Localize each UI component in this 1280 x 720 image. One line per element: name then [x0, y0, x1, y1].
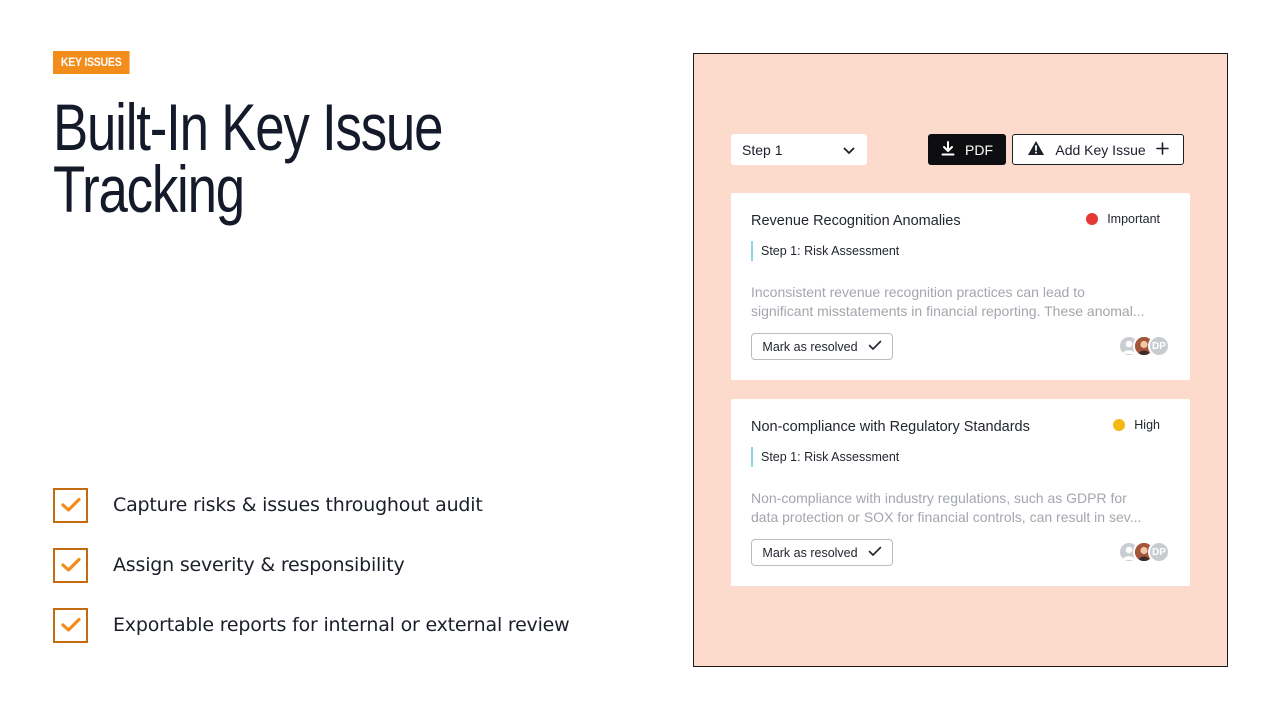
- download-icon: [941, 141, 955, 159]
- slide-title: [53, 90, 533, 226]
- mark-as-resolved-label: Mark as resolved: [762, 339, 858, 354]
- plus-icon: [1156, 142, 1169, 158]
- chevron-down-icon: [843, 142, 855, 158]
- feature-text: Exportable reports for internal or external review: [113, 614, 570, 636]
- checkmark-icon: [868, 546, 882, 560]
- user-initials-avatar: [1148, 541, 1170, 563]
- issue-description: [751, 283, 1175, 321]
- severity-label: Important: [1107, 212, 1160, 226]
- assignee-avatars[interactable]: [1118, 335, 1170, 357]
- add-key-issue-label: Add Key Issue: [1055, 141, 1146, 158]
- check-icon: [53, 608, 88, 643]
- severity-dot-icon: [1113, 419, 1125, 431]
- mark-as-resolved-label: Mark as resolved: [762, 545, 858, 560]
- step-select[interactable]: [731, 134, 867, 165]
- severity-label: High: [1134, 418, 1160, 432]
- issue-description-line: data protection or SOX for financial controls, can result in sev...: [751, 509, 1142, 525]
- user-initials: DP: [1152, 546, 1166, 558]
- check-icon: [53, 488, 88, 523]
- issue-description: [751, 489, 1175, 527]
- checkmark-icon: [868, 340, 882, 354]
- app-screenshot-panel: [693, 53, 1228, 667]
- issue-card[interactable]: [731, 399, 1190, 586]
- export-pdf-label: PDF: [965, 141, 993, 158]
- mark-as-resolved-button[interactable]: [751, 333, 893, 360]
- assignee-avatars[interactable]: [1118, 541, 1170, 563]
- severity-badge: [1113, 418, 1160, 432]
- feature-text: Capture risks & issues throughout audit: [113, 494, 483, 516]
- issue-title: Non-compliance with Regulatory Standards: [751, 419, 1030, 435]
- severity-badge: [1086, 212, 1160, 226]
- feature-item: [53, 547, 570, 583]
- feature-text: Assign severity & responsibility: [113, 554, 405, 576]
- add-key-issue-button[interactable]: [1012, 134, 1184, 165]
- user-initials: DP: [1152, 340, 1166, 352]
- issue-description-line: Non-compliance with industry regulations, such as GDPR for: [751, 490, 1127, 506]
- mark-as-resolved-button[interactable]: [751, 539, 893, 566]
- issue-description-line: significant misstatements in financial reporting. These anomal...: [751, 303, 1145, 319]
- feature-item: [53, 487, 570, 523]
- slide-title-line-2: Tracking: [53, 152, 244, 226]
- export-pdf-button[interactable]: [928, 134, 1006, 165]
- issue-description-line: Inconsistent revenue recognition practices can lead to: [751, 284, 1085, 300]
- issue-step-tag: Step 1: Risk Assessment: [751, 241, 899, 261]
- section-tag: KEY ISSUES: [53, 51, 129, 74]
- issue-step-tag: Step 1: Risk Assessment: [751, 447, 899, 467]
- check-icon: [53, 548, 88, 583]
- user-initials-avatar: [1148, 335, 1170, 357]
- severity-dot-icon: [1086, 213, 1098, 225]
- feature-item: [53, 607, 570, 643]
- feature-list: [53, 487, 570, 667]
- warning-icon: [1027, 140, 1045, 159]
- slide-title-line-1: Built-In Key Issue: [53, 90, 443, 164]
- issue-title: Revenue Recognition Anomalies: [751, 213, 961, 229]
- issue-card[interactable]: [731, 193, 1190, 380]
- step-select-value: Step 1: [742, 141, 783, 158]
